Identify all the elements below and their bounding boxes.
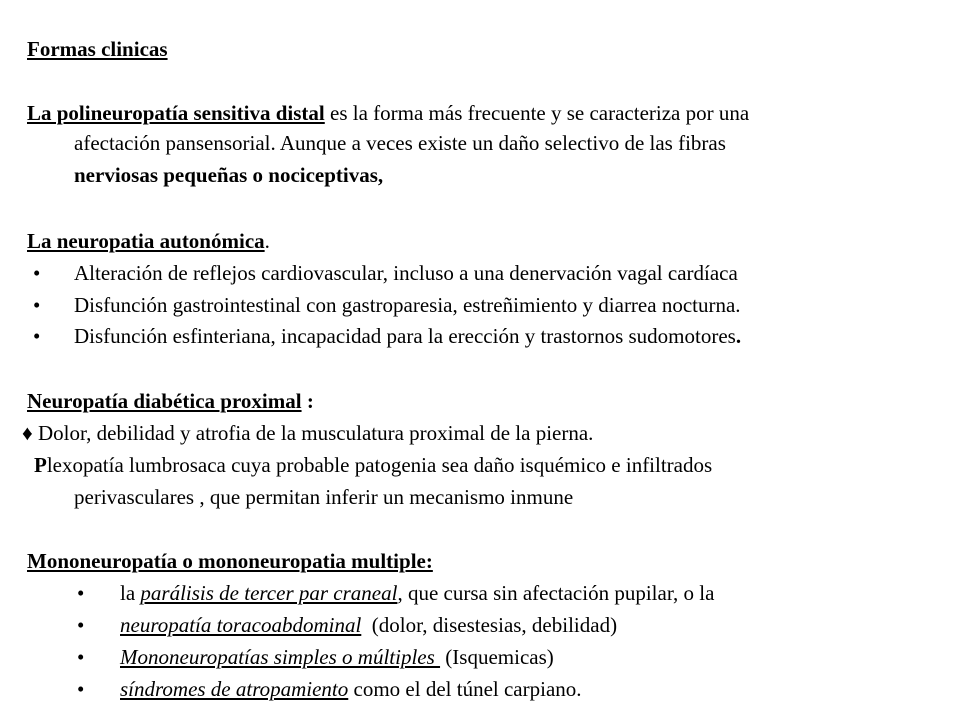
section3-line1: ♦ Dolor, debilidad y atrofia de la musculatura proximal de la pierna. <box>22 421 594 445</box>
section4-item1-pre: la <box>120 581 141 605</box>
section2-heading-suffix: . <box>264 229 270 253</box>
section4-item-1 <box>120 578 714 608</box>
section3-heading-line <box>27 386 314 416</box>
section4-item1-post: , que cursa sin afectación pupilar, o la <box>397 581 715 605</box>
section4-item-4 <box>120 674 582 704</box>
section4-item1-em: parálisis de tercer par craneal <box>140 581 398 605</box>
section3-line2-initial: P <box>34 453 47 477</box>
section3-heading: Neuropatía diabética proximal <box>27 389 302 413</box>
section2-bullet-1: • <box>33 261 41 285</box>
section3-line3: perivasculares , que permitan inferir un mecanismo inmune <box>74 485 574 509</box>
section4-item-2 <box>120 610 617 640</box>
section2-heading-line <box>27 226 270 256</box>
section4-bullet-2: • <box>77 613 85 637</box>
section4-bullet-4: • <box>77 677 85 701</box>
section2-item-1: Alteración de reflejos cardiovascular, incluso a una denervación vagal cardíaca <box>74 261 738 285</box>
section2-item-2: Disfunción gastrointestinal con gastroparesia, estreñimiento y diarrea nocturna. <box>74 293 741 317</box>
section2-item-3-line <box>74 321 741 351</box>
section1-text1: es la forma más frecuente y se caracteriza por una <box>324 101 750 125</box>
section2-item-3-end: . <box>735 324 742 348</box>
section4-bullet-1: • <box>77 581 85 605</box>
page-title: Formas clinicas <box>27 37 168 61</box>
section4-heading: Mononeuropatía o mononeuropatia multiple: <box>27 549 433 573</box>
section4-item2-post: (dolor, disestesias, debilidad) <box>361 613 618 637</box>
section4-item3-em: Mononeuropatías simples o múltiples <box>120 645 441 669</box>
section1-text3: nerviosas pequeñas o nociceptivas, <box>74 163 384 187</box>
section2-item-3: Disfunción esfinteriana, incapacidad para la erección y trastornos sudomotores <box>74 324 736 348</box>
section4-item4-post: como el del túnel carpiano. <box>348 677 582 701</box>
section3-heading-suffix: : <box>301 389 314 413</box>
section1-text2: afectación pansensorial. Aunque a veces existe un daño selectivo de las fibras <box>74 131 726 155</box>
section3-line2 <box>34 450 712 480</box>
section2-bullet-2: • <box>33 293 41 317</box>
section3-line2-rest: lexopatía lumbrosaca cuya probable patogenia sea daño isquémico e infiltrados <box>46 453 713 477</box>
section4-item3-post: (Isquemicas) <box>440 645 554 669</box>
section2-heading: La neuropatia autonómica <box>27 229 265 253</box>
section1-heading: La polineuropatía sensitiva distal <box>27 101 325 125</box>
section4-item4-em: síndromes de atropamiento <box>120 677 349 701</box>
section4-item-3 <box>120 642 554 672</box>
section4-item2-em: neuropatía toracoabdominal <box>120 613 362 637</box>
section4-bullet-3: • <box>77 645 85 669</box>
section2-bullet-3: • <box>33 324 41 348</box>
section1-line1 <box>27 98 749 128</box>
